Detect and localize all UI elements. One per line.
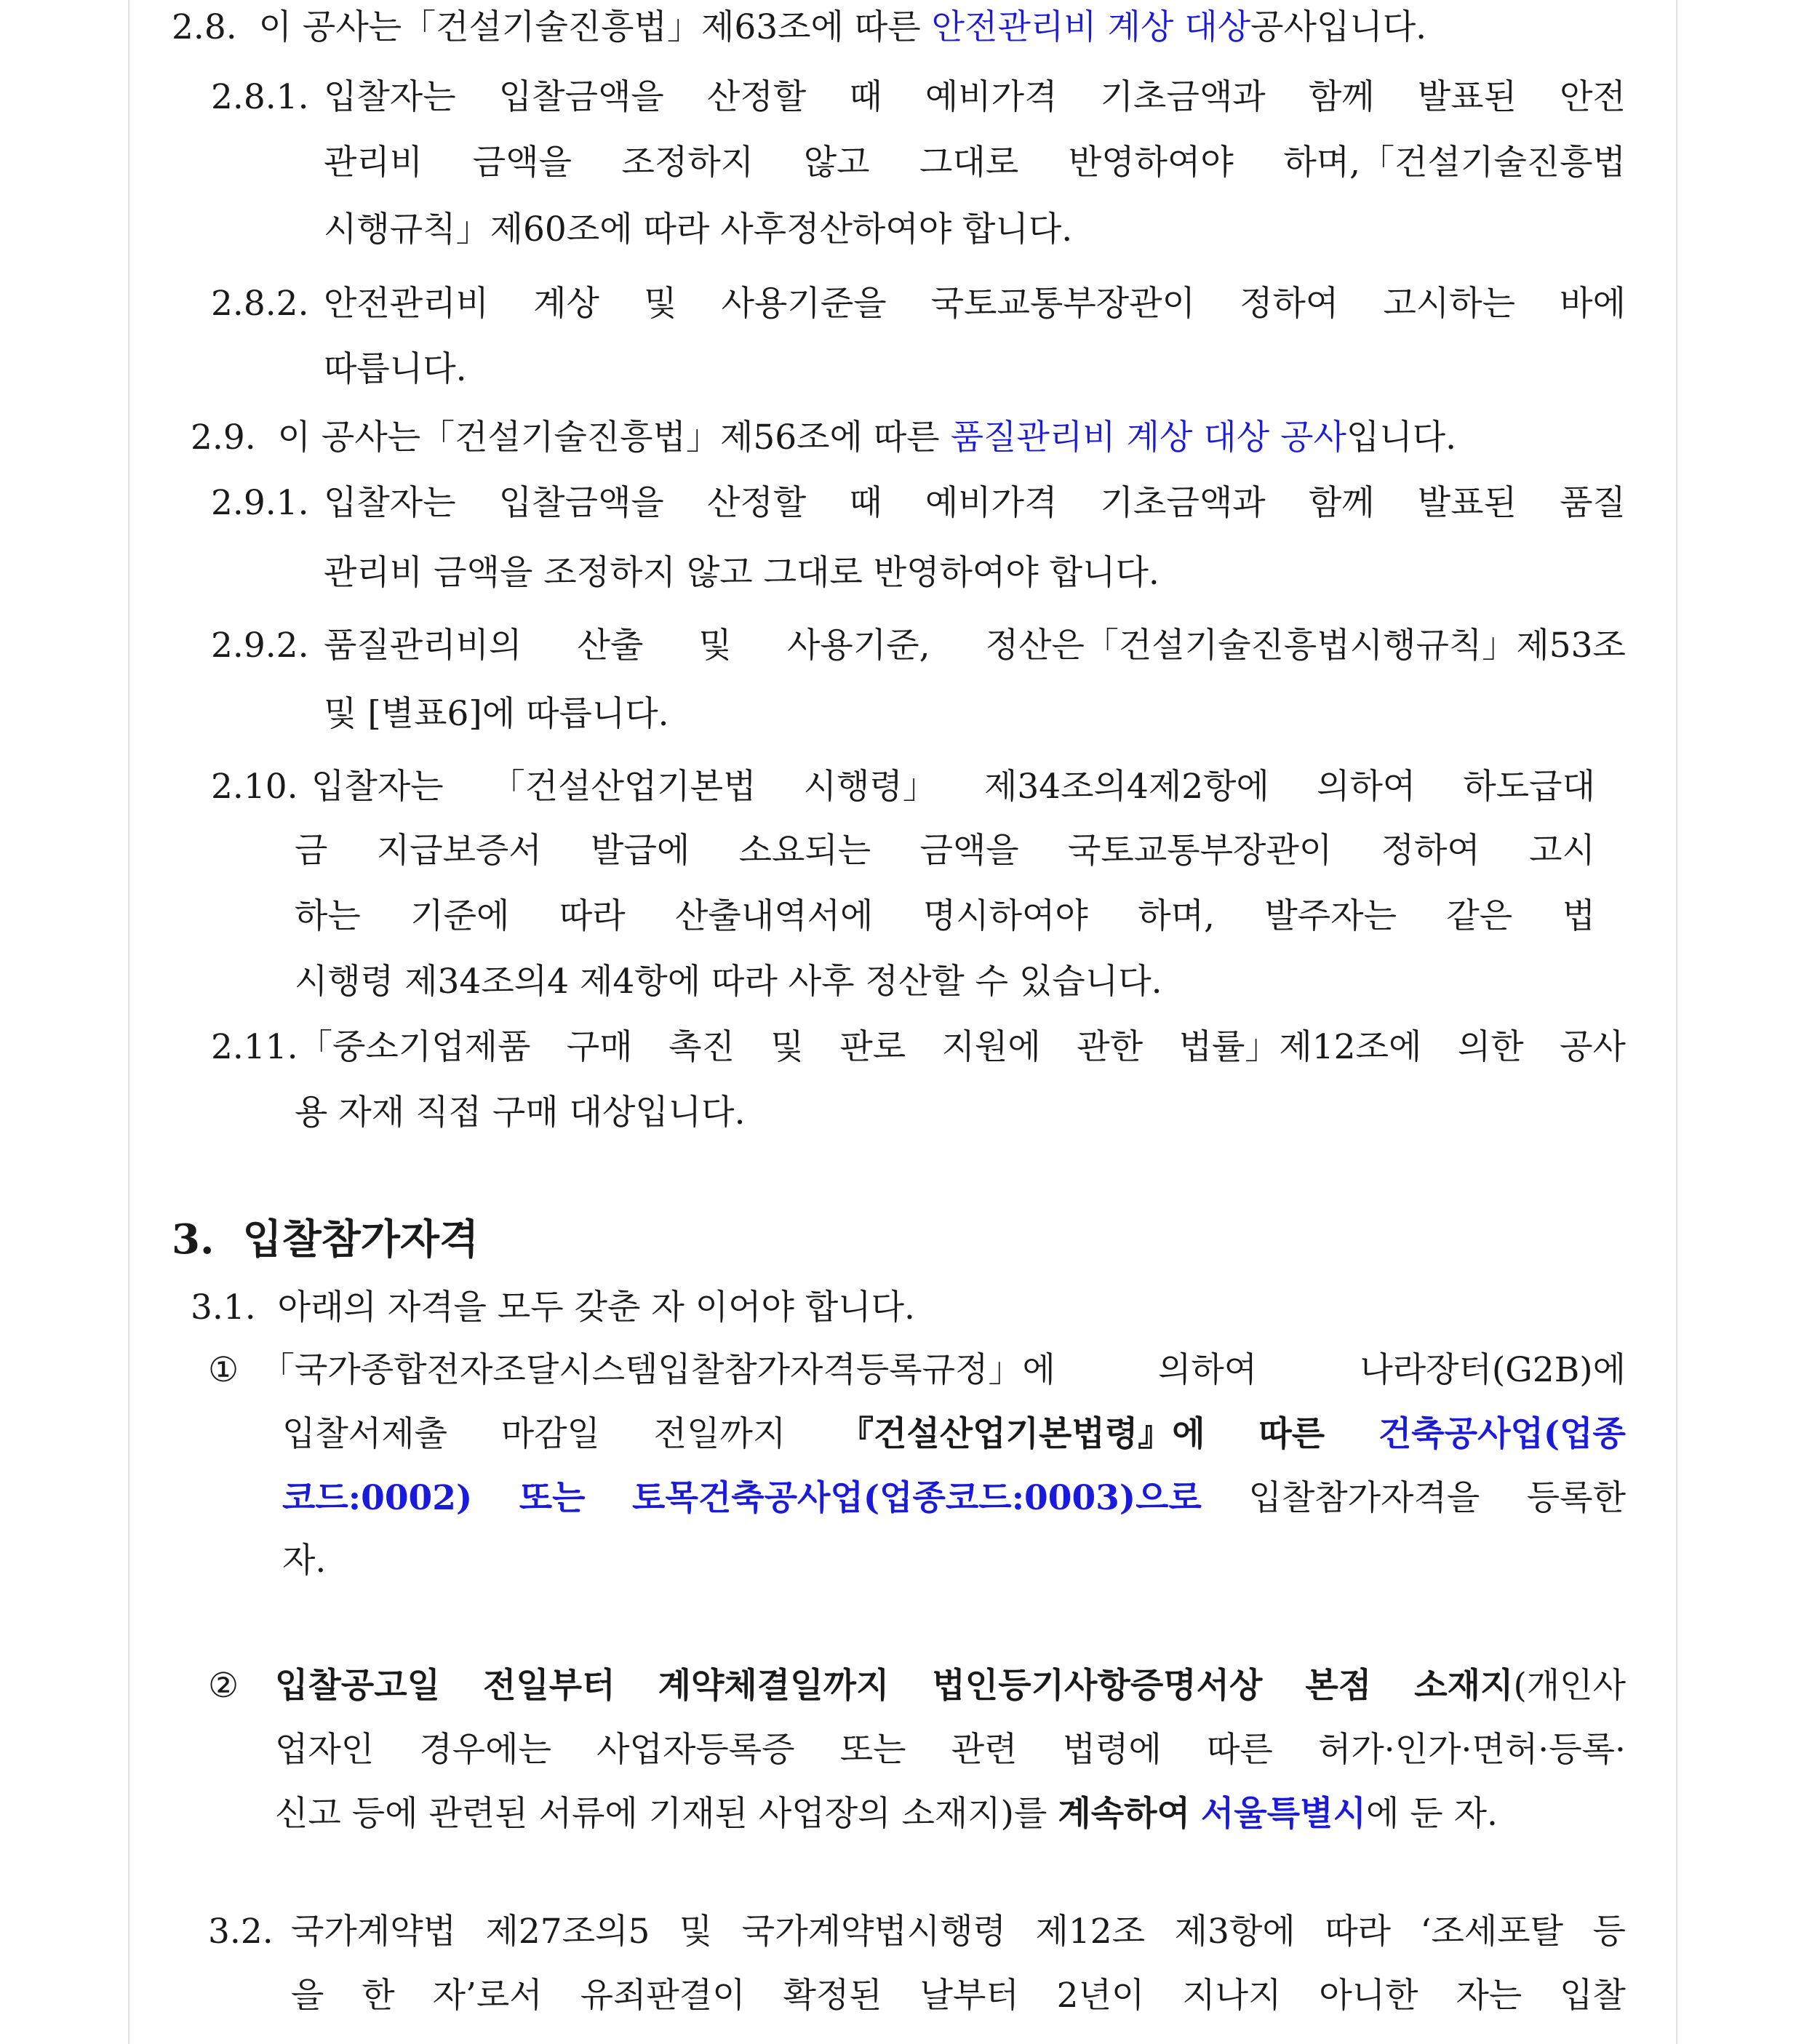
word: 또는 [839, 1730, 906, 1770]
word: 금액을 [472, 143, 572, 183]
section-title: 입찰참가자격 [242, 1215, 479, 1263]
word: 고시하는 [1383, 284, 1516, 324]
word: 금 [295, 831, 328, 871]
paragraph-line [324, 140, 1626, 186]
word: 촉진 [668, 1027, 735, 1067]
word: 함께 [1308, 77, 1375, 117]
word: 입찰금액을 [498, 483, 664, 523]
section-number-2-8-2: 2.8.2. [211, 284, 309, 324]
word: 관한 [1077, 1027, 1144, 1067]
word: 명시하여야 [922, 896, 1088, 936]
paragraph-line [275, 1663, 1626, 1709]
word: 등 [1592, 1912, 1626, 1952]
list-marker-2: ② [208, 1666, 239, 1706]
word: 지급보증서 [376, 831, 542, 871]
word: 안전관리비 [324, 284, 490, 324]
word: 입찰공고일 [275, 1666, 441, 1706]
word: 지원에 [941, 1027, 1041, 1067]
word: 유죄판결이 [580, 1976, 746, 2016]
word: 국가계약법시행령 [741, 1912, 1007, 1952]
word: 제3항에 [1174, 1912, 1296, 1952]
word: 구매 [566, 1027, 633, 1067]
paragraph-line [275, 1727, 1626, 1773]
word: 사용기준, [787, 626, 930, 666]
paragraph-line [295, 828, 1595, 874]
word: 계상 [533, 284, 599, 324]
paragraph-line: 관리비 금액을 조정하지 않고 그대로 반영하여야 합니다. [324, 553, 1160, 593]
paragraph-line [324, 480, 1626, 527]
word: 입찰자는 [311, 767, 444, 807]
paragraph-line [324, 623, 1626, 669]
word: 입찰자는 [324, 77, 456, 117]
word: 토목건축공사업(업종코드:0003)으로 [632, 1478, 1202, 1518]
word: 전일까지 [653, 1414, 786, 1454]
word: 관련 [951, 1730, 1018, 1770]
word: 따라 [1325, 1912, 1392, 1952]
word: 및 [644, 284, 677, 324]
paragraph-line: 시행령 제34조의4 제4항에 따라 사후 정산할 수 있습니다. [295, 962, 1162, 1002]
paragraph-line: 용 자재 직접 구매 대상입니다. [295, 1093, 746, 1133]
word: 금액을 [919, 831, 1019, 871]
paragraph-line [324, 281, 1626, 327]
word: 업자인 [275, 1730, 375, 1770]
word: 및 [698, 626, 732, 666]
section-number-2-9-1: 2.9.1. [211, 483, 309, 523]
word: 의한 [1457, 1027, 1524, 1067]
paragraph-line: 시행규칙」제60조에 따라 사후정산하여야 합니다. [324, 209, 1073, 249]
word: 국가계약법 [291, 1912, 457, 1952]
section-3-heading [172, 1216, 479, 1263]
paragraph-line [282, 1411, 1626, 1458]
word: 지나지 [1182, 1976, 1282, 2016]
word: 또는 [519, 1478, 586, 1518]
word: 경우에는 [419, 1730, 551, 1770]
word: 자는 [1456, 1976, 1522, 2016]
word: 따라 [559, 896, 626, 936]
section-3-1: 3.1. 아래의 자격을 모두 갖춘 자 이어야 합니다. [191, 1288, 915, 1328]
word: 계약체결일까지 [658, 1666, 890, 1706]
word: 본점 [1305, 1666, 1372, 1706]
word: 마감일 [500, 1414, 600, 1454]
word: 하며, [1138, 896, 1215, 936]
word: 및 [679, 1912, 713, 1952]
word: 예비가격 [925, 483, 1058, 523]
word: 소재지(개인사 [1414, 1666, 1626, 1706]
paragraph-line [311, 764, 1595, 810]
word: 같은 [1446, 896, 1513, 936]
word: 때 [849, 483, 882, 523]
paragraph-line: 따릅니다. [324, 349, 467, 389]
word: 하도급대 [1463, 767, 1595, 807]
section-number: 2.9. [191, 418, 256, 458]
paragraph-line: 자. [282, 1541, 327, 1581]
word: 바에 [1560, 284, 1626, 324]
word: 관리비 [324, 143, 423, 183]
word: 기준에 [410, 896, 510, 936]
word: 입찰 [1560, 1976, 1626, 2016]
word: 정하여 [1381, 831, 1480, 871]
word: 전일부터 [483, 1666, 615, 1706]
word: 입찰금액을 [498, 77, 664, 117]
word: 법 [1562, 896, 1595, 936]
word: 발급에 [591, 831, 690, 871]
word: 을 [291, 1976, 324, 2016]
word: ‘조세포탈 [1420, 1912, 1564, 1952]
word: 시행령」 [803, 767, 937, 807]
word: 국토교통부장관이 [930, 284, 1195, 324]
word: 산출 [577, 626, 644, 666]
paragraph-line [295, 893, 1595, 940]
word: 등록한 [1526, 1478, 1626, 1518]
word: 않고 [803, 143, 870, 183]
section-number-2-8-1: 2.8.1. [211, 77, 309, 117]
word: 자’로서 [432, 1976, 543, 2016]
section-number-2-9-2: 2.9.2. [211, 626, 309, 666]
word: 입찰서제출 [282, 1414, 448, 1454]
word: 판로 [839, 1027, 906, 1067]
paragraph-line: 신고 등에 관련된 서류에 기재된 사업장의 소재지)를 계속하여 서울특별시에 둔 자. [275, 1794, 1498, 1834]
section-number: 2.8. [172, 7, 237, 47]
word: 따른 [1258, 1414, 1325, 1454]
word: 아니한 [1319, 1976, 1418, 2016]
word: 제27조의5 [485, 1912, 650, 1952]
word: 2년이 [1056, 1976, 1145, 2016]
word: 법인등기사항증명서상 [932, 1666, 1263, 1706]
word: 하는 [295, 896, 361, 936]
word: 의하여 [1157, 1350, 1258, 1390]
section-number: 3.1. [191, 1288, 256, 1328]
word: 및 [770, 1027, 804, 1067]
word: 함께 [1308, 483, 1375, 523]
section-number-3-2: 3.2. [208, 1912, 274, 1952]
word: 품질관리비의 [324, 626, 522, 666]
paragraph-line [282, 1475, 1626, 1522]
word: 고시 [1529, 831, 1595, 871]
word: 산출내역서에 [675, 896, 874, 936]
word: 의하여 [1317, 767, 1416, 807]
word: 입찰참가자격을 [1248, 1478, 1480, 1518]
word: 조정하지 [621, 143, 754, 183]
word: 법률」제12조에 [1178, 1027, 1422, 1067]
word: 예비가격 [925, 77, 1058, 117]
word: 건축공사업(업종 [1378, 1414, 1626, 1454]
word: 품질 [1560, 483, 1626, 523]
word: 「국가종합전자조달시스템입찰참가자격등록규정」에 [260, 1350, 1055, 1390]
word: 확정된 [783, 1976, 882, 2016]
word: 따른 [1207, 1730, 1273, 1770]
paragraph-line [298, 1024, 1626, 1071]
list-marker-1: ① [208, 1350, 239, 1390]
word: 코드:0002) [282, 1478, 473, 1518]
word: 소요되는 [738, 831, 871, 871]
word: 『건설산업기본법령』에 [839, 1414, 1205, 1454]
word: 「건설산업기본법 [490, 767, 757, 807]
word: 입찰자는 [324, 483, 456, 523]
word: 허가·인가·면허·등록· [1318, 1730, 1626, 1770]
word: 기초금액과 [1100, 77, 1266, 117]
word: 발표된 [1417, 77, 1517, 117]
word: 기초금액과 [1100, 483, 1266, 523]
word: 제12조 [1035, 1912, 1146, 1952]
paragraph-line [324, 74, 1626, 121]
section-number-2-10: 2.10. [211, 767, 298, 807]
paragraph-line: 및 [별표6]에 따릅니다. [324, 694, 669, 734]
word: 산정할 [706, 483, 807, 523]
paragraph-line [291, 1973, 1626, 2019]
word: 법령에 [1062, 1730, 1162, 1770]
paragraph-line [291, 1909, 1626, 1955]
word: 나라장터(G2B)에 [1360, 1350, 1626, 1390]
word: 정하여 [1240, 284, 1339, 324]
word: 반영하여야 [1068, 143, 1234, 183]
section-2-8: 2.8. 이 공사는「건설기술진흥법」제63조에 따른 안전관리비 계상 대상공사입니다. [172, 7, 1427, 47]
section-2-9: 2.9. 이 공사는「건설기술진흥법」제56조에 따른 품질관리비 계상 대상 공사입니다. [191, 418, 1457, 458]
highlight-text: 안전관리비 계상 대상 [931, 7, 1251, 47]
word: 안전 [1560, 77, 1626, 117]
word: 국토교통부장관이 [1068, 831, 1333, 871]
section-number-2-11: 2.11. [211, 1027, 298, 1067]
word: 발표된 [1417, 483, 1517, 523]
word: 그대로 [919, 143, 1019, 183]
word: 사용기준을 [721, 284, 887, 324]
word: 정산은「건설기술진흥법시행규칙」제53조 [985, 626, 1626, 666]
word: 공사 [1560, 1027, 1626, 1067]
word: 발주자는 [1264, 896, 1397, 936]
section-number: 3. [172, 1215, 215, 1263]
word: 하며,「건설기술진흥법 [1283, 143, 1626, 183]
word: 때 [849, 77, 882, 117]
word: 한 [362, 1976, 395, 2016]
word: 사업자등록증 [596, 1730, 795, 1770]
highlight-text: 품질관리비 계상 대상 공사 [950, 418, 1346, 458]
word: 날부터 [919, 1976, 1019, 2016]
word: 「중소기업제품 [298, 1027, 531, 1067]
word: 산정할 [706, 77, 807, 117]
word: 제34조의4제2항에 [983, 767, 1269, 807]
paragraph-line [260, 1347, 1626, 1394]
